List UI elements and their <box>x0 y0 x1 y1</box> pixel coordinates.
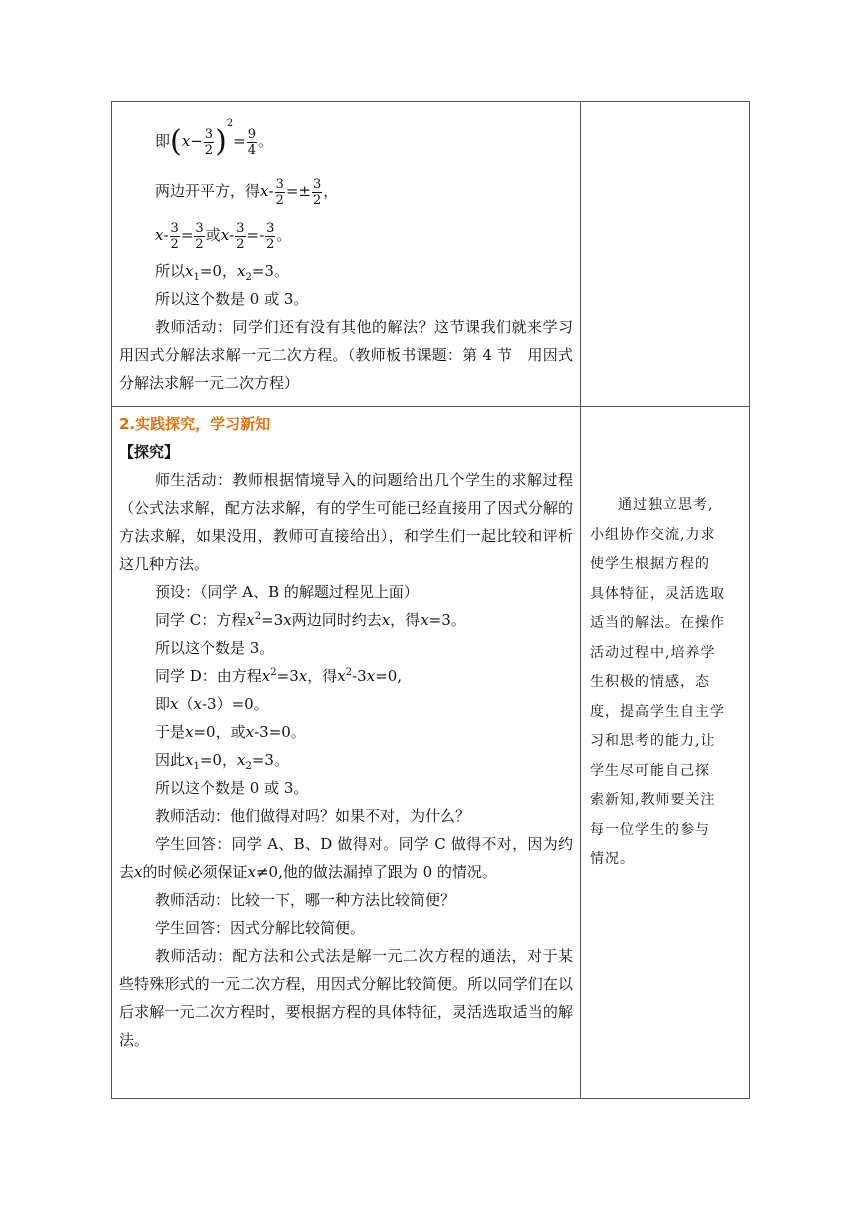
text-span: =3。 <box>251 751 289 769</box>
minus-sign: - <box>163 226 169 244</box>
result-prefix: 所以 <box>155 262 186 280</box>
left-paren: ( <box>170 124 182 159</box>
var-x: x <box>185 751 194 769</box>
fraction-denominator: 2 <box>275 192 284 208</box>
var-x: x <box>420 611 429 629</box>
fraction-numerator: 3 <box>275 176 284 192</box>
exponent: 2 <box>254 611 262 622</box>
text-span: 同学 C：方程 <box>155 611 247 629</box>
fraction <box>194 221 204 252</box>
var-x: x <box>381 611 391 629</box>
subscript: 1 <box>193 272 200 283</box>
fraction-numerator: 3 <box>204 126 214 142</box>
note-line: 活动过程中,培养学 <box>590 644 716 661</box>
factor-line <box>119 690 573 718</box>
text-span: -3 <box>352 667 367 685</box>
var-x: x <box>337 667 346 685</box>
preset-line: 预设：（同学 A、B 的解题过程见上面） <box>155 583 419 601</box>
plus-minus: =± <box>285 182 311 200</box>
student-answer-1 <box>119 830 573 886</box>
text-span: =0, <box>375 667 403 685</box>
note-line: 具体特征，灵活选取 <box>590 585 725 602</box>
teacher-question-1: 教师活动：他们做得对吗？如果不对，为什么？ <box>155 807 471 825</box>
note-line: 通过独立思考, <box>618 497 714 513</box>
root-value: =3。 <box>251 262 289 280</box>
completed-square-equation <box>119 119 573 163</box>
equals-sign: = <box>180 226 194 244</box>
text-span: =3 <box>261 611 284 629</box>
minus-sign: − <box>190 132 203 150</box>
text-span: ≠0,他的做法漏掉了跟为 0 的情况。 <box>255 863 497 881</box>
fraction <box>204 127 214 158</box>
equation-prefix: 即 <box>155 132 171 150</box>
right-paren: ) <box>215 124 227 159</box>
text-span: 同学 D：由方程 <box>155 667 262 685</box>
subscript: 2 <box>245 272 252 283</box>
teacher-summary: 教师活动：配方法和公式法是解一元二次方程的通法，对于某些特殊形式的一元二次方程，用因式分解比较简便。所以同学们在以后求解一元二次方程时，要根据方程的具体特征，灵活选取适当的解法。 <box>119 947 573 1049</box>
note-line: 习和思考的能力,让 <box>590 733 716 749</box>
var-x: x <box>283 611 292 629</box>
note-line: 度，提高学生自主学 <box>590 703 725 720</box>
activity-paragraph: 师生活动：教师根据情境导入的问题给出几个学生的求解过程（公式法求解，配方法求解，有的学生可能已经直接用了因式分解的方法求解，如果没用，教师可直接给出），和学生们一起比较和评析这几种方法。 <box>119 471 573 573</box>
var-x: x <box>220 226 230 244</box>
fraction-numerator: 3 <box>236 220 245 236</box>
student-c-line <box>119 606 573 634</box>
text-span: 的时候必须保证 <box>142 863 248 881</box>
fraction <box>235 221 245 252</box>
text-span: =3 <box>276 667 299 685</box>
explore-label: 【探究】 <box>119 443 180 461</box>
fraction-numerator: 3 <box>312 176 322 192</box>
square-root-step <box>119 169 573 213</box>
text-span: 两边同时约去 <box>291 611 382 629</box>
note-line: 索新知,教师要关注 <box>590 792 716 808</box>
var-x: x <box>298 667 308 685</box>
text-span: 即 <box>155 695 171 713</box>
student-c-answer: 所以这个数是 3。 <box>155 639 275 657</box>
fraction <box>247 127 257 158</box>
student-answer-2: 学生回答：因式分解比较简便。 <box>155 919 366 937</box>
text-span: （ <box>178 695 194 713</box>
note-line: 学生尽可能自己探 <box>590 762 710 779</box>
teacher-question-2: 教师活动：比较一下，哪一种方法比较简便？ <box>155 891 456 909</box>
exponent: 2 <box>270 667 277 678</box>
equals-minus: =- <box>246 226 265 244</box>
answer-line: 所以这个数是 0 或 3。 <box>155 290 309 308</box>
text-span: -3）=0。 <box>201 695 269 713</box>
student-d-answer: 所以这个数是 0 或 3。 <box>155 779 309 797</box>
period: 。 <box>258 132 274 150</box>
period: 。 <box>276 226 292 244</box>
fraction-numerator: 3 <box>195 220 204 236</box>
text-span: ，得 <box>307 667 338 685</box>
var-x: x <box>185 262 194 280</box>
fraction-denominator: 2 <box>236 236 245 252</box>
subscript: 1 <box>193 761 200 772</box>
design-intent-note <box>590 491 742 875</box>
text-span: 于是 <box>155 723 186 741</box>
var-x: x <box>181 132 191 150</box>
text-span: -3=0。 <box>254 723 306 741</box>
explore-cell <box>112 407 581 1099</box>
note-line: 生积极的情感，态 <box>590 674 710 690</box>
exponent: 2 <box>226 118 234 129</box>
fraction <box>265 221 275 252</box>
section-title: 2.实践探究，学习新知 <box>119 415 271 433</box>
var-x: x <box>134 863 143 881</box>
note-line: 小组协作交流,力求 <box>590 526 716 543</box>
equals-sign: = <box>233 132 246 150</box>
var-x: x <box>155 226 164 244</box>
note-line: 情况。 <box>590 851 635 867</box>
minus-sign: - <box>268 182 274 200</box>
student-d-line <box>119 662 573 690</box>
var-x: x <box>261 667 271 685</box>
fraction-denominator: 2 <box>170 236 179 252</box>
fraction-denominator: 2 <box>195 236 204 252</box>
note-line: 每一位学生的参与 <box>590 821 710 838</box>
fraction-numerator: 9 <box>247 126 257 142</box>
step-text: 两边开平方，得 <box>155 182 261 200</box>
text-span: ，得 <box>390 611 421 629</box>
text-span: =0，或 <box>193 723 246 741</box>
text-span: 因此 <box>155 751 186 769</box>
exponent: 2 <box>345 667 353 678</box>
var-x: x <box>246 611 255 629</box>
var-x: x <box>236 262 246 280</box>
roots-line <box>119 257 573 285</box>
two-cases-equation <box>119 213 573 257</box>
note-line: 适当的解法。在操作 <box>590 615 725 631</box>
text-span: =0， <box>199 751 237 769</box>
var-x: x <box>260 182 269 200</box>
fraction-numerator: 3 <box>170 220 179 236</box>
fraction-denominator: 2 <box>204 142 214 158</box>
fraction-denominator: 4 <box>247 142 257 158</box>
split-line <box>119 718 573 746</box>
intro-solution-cell <box>112 102 581 407</box>
or-word: 或 <box>205 226 221 244</box>
fraction-denominator: 2 <box>312 192 322 208</box>
teacher-activity-paragraph: 教师活动：同学们还有没有其他的解法？这节课我们就来学习用因式分解法求解一元二次方程。（教师板书课题：第 4 节 用因式分解法求解一元二次方程） <box>119 318 573 392</box>
fraction <box>275 177 285 208</box>
fraction-numerator: 3 <box>266 220 275 236</box>
var-x: x <box>245 723 255 741</box>
comma: ， <box>323 182 339 200</box>
var-x: x <box>170 695 179 713</box>
subscript: 2 <box>245 761 252 772</box>
var-x: x <box>193 695 202 713</box>
root-value: =0， <box>199 262 237 280</box>
minus-sign: - <box>229 226 235 244</box>
var-x: x <box>236 751 246 769</box>
fraction <box>170 221 180 252</box>
text-span: =3。 <box>428 611 466 629</box>
var-x: x <box>185 723 194 741</box>
text-span: 学生回答：同学 A、B、D 做得对。同学 C 做得不对，因为约去 <box>119 835 573 881</box>
fraction <box>312 177 322 208</box>
fraction-denominator: 2 <box>266 236 275 252</box>
intro-notes-cell <box>581 102 750 407</box>
note-line: 使学生根据方程的 <box>590 556 710 572</box>
var-x: x <box>247 863 256 881</box>
var-x: x <box>366 667 376 685</box>
hence-roots-line <box>119 746 573 774</box>
